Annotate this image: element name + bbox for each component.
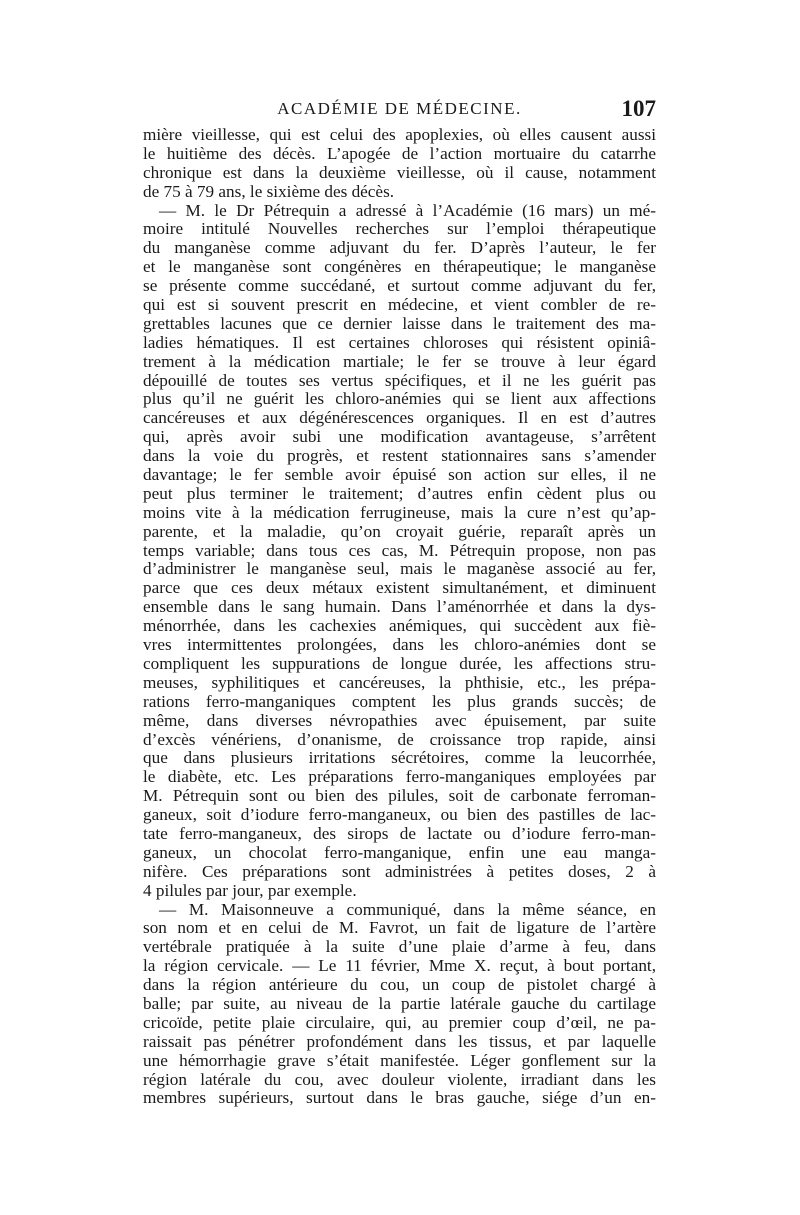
text-line: chronique est dans la deuxième vieillesse, où il cause, notamment — [143, 163, 656, 182]
text-line: grettables lacunes que ce dernier laisse dans le traitement des ma- — [143, 314, 656, 333]
text-line: peut plus terminer le traitement; d’autres enfin cèdent plus ou — [143, 484, 656, 503]
text-line: ladies hématiques. Il est certaines chloroses qui résistent opiniâ- — [143, 333, 656, 352]
text-line: la région cervicale. — Le 11 février, Mme X. reçut, à bout portant, — [143, 957, 656, 976]
text-line: qui, après avoir subi une modification avantageuse, s’arrêtent — [143, 428, 656, 447]
text-line: balle; par suite, au niveau de la partie latérale gauche du cartilage — [143, 994, 656, 1013]
text-line: temps variable; dans tous ces cas, M. Pétrequin propose, non pas — [143, 541, 656, 560]
text-line: cancéreuses et aux dégénérescences organiques. Il en est d’autres — [143, 409, 656, 428]
text-line: trement à la médication martiale; le fer se trouve à leur égard — [143, 352, 656, 371]
text-line: d’administrer le manganèse seul, mais le maganèse associé au fer, — [143, 560, 656, 579]
running-head: ACADÉMIE DE MÉDECINE. — [277, 99, 522, 118]
text-line: nifère. Ces préparations sont administrées à petites doses, 2 à — [143, 862, 656, 881]
text-line: qui est si souvent prescrit en médecine, et vient combler de re- — [143, 296, 656, 315]
text-line: vertébrale pratiquée à la suite d’une plaie d’arme à feu, dans — [143, 938, 656, 957]
page-number: 107 — [621, 96, 656, 121]
text-line: membres supérieurs, surtout dans le bras gauche, siége d’un en- — [143, 1089, 656, 1108]
text-line: rations ferro-manganiques comptent les plus grands succès; de — [143, 692, 656, 711]
text-line: dans la voie du progrès, et restent stationnaires sans s’amender — [143, 447, 656, 466]
text-line: d’excès vénériens, d’onanisme, de croissance trop rapide, ainsi — [143, 730, 656, 749]
text-line: moire intitulé Nouvelles recherches sur l’emploi thérapeutique — [143, 220, 656, 239]
text-line: tate ferro-manganeux, des sirops de lactate ou d’iodure ferro-man- — [143, 824, 656, 843]
page-header — [143, 97, 656, 125]
text-line: dépouillé de toutes ses vertus spécifiques, et il ne les guérit pas — [143, 371, 656, 390]
text-line: du manganèse comme adjuvant du fer. D’après l’auteur, le fer — [143, 239, 656, 258]
text-line: dans la région antérieure du cou, un coup de pistolet chargé à — [143, 976, 656, 995]
text-line: 4 pilules par jour, par exemple. — [143, 881, 357, 900]
text-line: ensemble dans le sang humain. Dans l’aménorrhée et dans la dys- — [143, 598, 656, 617]
text-line: plus qu’il ne guérit les chloro-anémies qui se lient aux affections — [143, 390, 656, 409]
body-text — [143, 126, 656, 1108]
text-line: — M. le Dr Pétrequin a adressé à l’Académie (16 mars) un mé- — [159, 201, 656, 220]
text-line: davantage; le fer semble avoir épuisé son action sur elles, il ne — [143, 466, 656, 485]
text-line: ménorrhée, dans les cachexies anémiques, qui succèdent aux fiè- — [143, 617, 656, 636]
text-line: raissait pas pénétrer profondément dans les tissus, et par laquelle — [143, 1032, 656, 1051]
text-line: parce que ces deux métaux existent simultanément, et diminuent — [143, 579, 656, 598]
text-line: moins vite à la médication ferrugineuse, mais la cure n’est qu’ap- — [143, 503, 656, 522]
text-line: meuses, syphilitiques et cancéreuses, la phthisie, etc., les prépa- — [143, 673, 656, 692]
text-line: que dans plusieurs irritations sécrétoires, comme la leucorrhée, — [143, 749, 656, 768]
text-line: le diabète, etc. Les préparations ferro-manganiques employées par — [143, 768, 656, 787]
text-line: une hémorrhagie grave s’était manifestée. Léger gonflement sur la — [143, 1051, 656, 1070]
text-line: le huitième des décès. L’apogée de l’action mortuaire du catarrhe — [143, 144, 656, 163]
text-line: son nom et en celui de M. Favrot, un fait de ligature de l’artère — [143, 919, 656, 938]
text-line: se présente comme succédané, et surtout comme adjuvant du fer, — [143, 277, 656, 296]
text-line: vres intermittentes prolongées, dans les chloro-anémies dont se — [143, 636, 656, 655]
text-line: ganeux, soit d’iodure ferro-manganeux, ou bien des pastilles de lac- — [143, 806, 656, 825]
text-line: M. Pétrequin sont ou bien des pilules, soit de carbonate ferroman- — [143, 787, 656, 806]
text-line: mière vieillesse, qui est celui des apoplexies, où elles causent aussi — [143, 126, 656, 144]
text-line: cricoïde, petite plaie circulaire, qui, au premier coup d’œil, ne pa- — [143, 1013, 656, 1032]
text-line: de 75 à 79 ans, le sixième des décès. — [143, 182, 395, 201]
text-line: région latérale du cou, avec douleur violente, irradiant dans les — [143, 1070, 656, 1089]
text-line: ganeux, un chocolat ferro-manganique, enfin une eau manga- — [143, 843, 656, 862]
text-line: — M. Maisonneuve a communiqué, dans la même séance, en — [159, 900, 656, 919]
text-line: parente, et la maladie, qu’on croyait guérie, reparaît après un — [143, 522, 656, 541]
text-line: et le manganèse sont congénères en thérapeutique; le manganèse — [143, 258, 656, 277]
text-line: compliquent les suppurations de longue durée, les affections stru- — [143, 654, 656, 673]
text-line: même, dans diverses névropathies avec épuisement, par suite — [143, 711, 656, 730]
